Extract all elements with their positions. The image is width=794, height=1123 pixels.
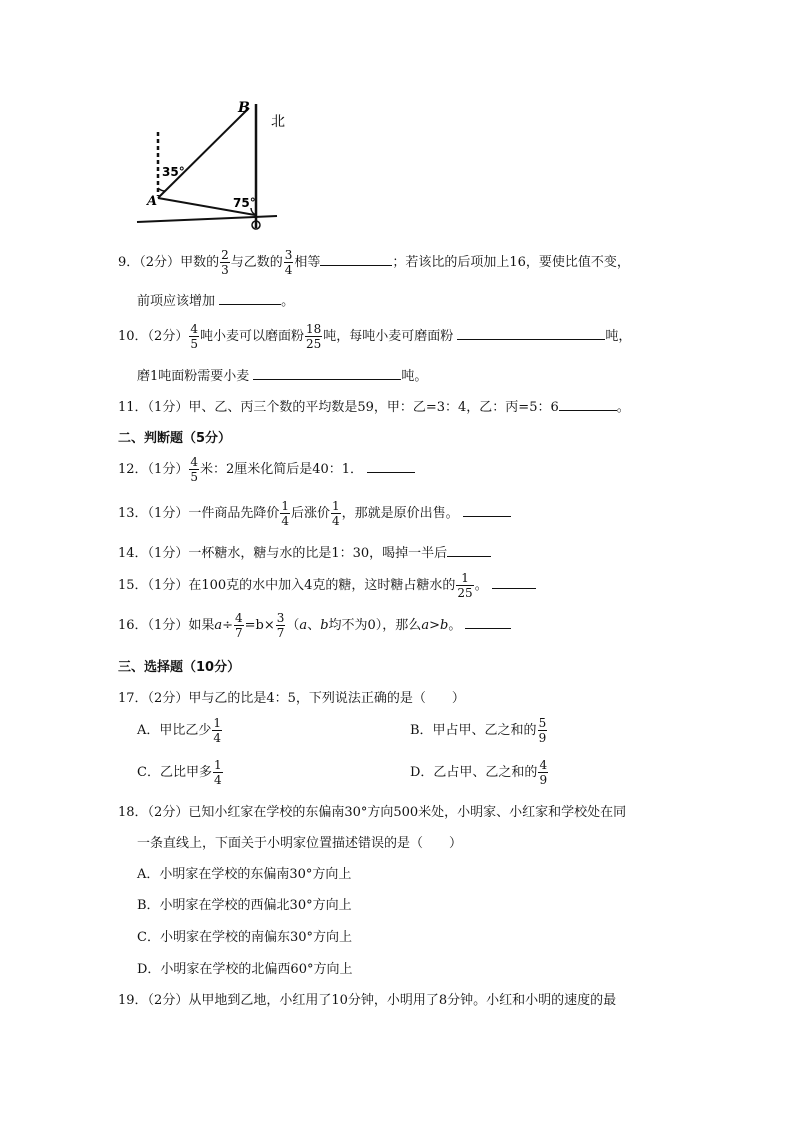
option-18-b[interactable]: B．小明家在学校的西偏北30°方向上 bbox=[137, 898, 352, 913]
question-9-line2: 前项应该增加 。 bbox=[137, 294, 295, 309]
fraction: $\frac{4}{5}$ bbox=[190, 322, 198, 351]
option-18-c[interactable]: C．小明家在学校的南偏东30°方向上 bbox=[137, 930, 352, 945]
label-north: 北 bbox=[271, 114, 285, 130]
angle-75: 75° bbox=[233, 196, 256, 210]
fraction: $\frac{2}{3}$ bbox=[221, 248, 229, 277]
answer-blank[interactable] bbox=[447, 555, 491, 557]
fraction: $\frac{5}{9}$ bbox=[538, 716, 547, 745]
question-14: 14．（1分）一杯糖水，糖与水的比是1：30，喝掉一半后 bbox=[118, 542, 491, 561]
question-16: 16．（1分）如果a÷ $\frac{4}{7}$ =b× $\frac{3}{7}$ （a、b均不为0），那么a>b。 bbox=[118, 611, 511, 640]
fraction: $\frac{1}{4}$ bbox=[281, 499, 289, 528]
fraction: $\frac{4}{7}$ bbox=[235, 611, 243, 640]
answer-blank[interactable] bbox=[463, 515, 511, 517]
answer-blank[interactable] bbox=[320, 264, 392, 266]
question-17: 17．（2分）甲与乙的比是4：5，下列说法正确的是（ ） bbox=[118, 691, 465, 706]
fraction: $\frac{4}{9}$ bbox=[539, 758, 548, 787]
answer-blank[interactable] bbox=[253, 378, 401, 380]
question-18: 18．（2分）已知小红家在学校的东偏南30°方向500米处，小明家、小红家和学校处在同 bbox=[118, 805, 627, 820]
question-9: 9．（2分）甲数的 $\frac{2}{3}$ 与乙数的 $\frac{3}{4}$ 相等 ；若该比的后项加上16，要使比值不变， bbox=[118, 248, 630, 277]
direction-figure bbox=[135, 98, 285, 238]
fraction: $\frac{1}{4}$ bbox=[332, 499, 340, 528]
section-choice-title: 三、选择题（10分） bbox=[118, 660, 241, 675]
label-b: B bbox=[238, 100, 250, 116]
section-judgement-title: 二、判断题（5分） bbox=[118, 431, 232, 446]
option-17-d[interactable]: D．乙占甲、乙之和的 $\frac{4}{9}$ bbox=[410, 758, 548, 787]
question-15: 15．（1分）在100克的水中加入4克的糖，这时糖占糖水的 $\frac{1}{25}$ 。 bbox=[118, 571, 536, 600]
fraction: $\frac{4}{5}$ bbox=[190, 455, 198, 484]
question-13: 13．（1分）一件商品先降价 $\frac{1}{4}$ 后涨价 $\frac{1}{4}$ ，那就是原价出售。 bbox=[118, 499, 511, 528]
question-10: 10．（2分） $\frac{4}{5}$ 吨小麦可以磨面粉 $\frac{18}{25}$ 吨，每吨小麦可磨面粉 吨， bbox=[118, 322, 632, 351]
answer-blank[interactable] bbox=[465, 627, 511, 629]
label-a: A bbox=[147, 194, 158, 209]
option-17-b[interactable]: B．甲占甲、乙之和的 $\frac{5}{9}$ bbox=[410, 716, 547, 745]
question-19: 19．（2分）从甲地到乙地，小红用了10分钟，小明用了8分钟。小红和小明的速度的最 bbox=[118, 993, 617, 1008]
question-18-line2: 一条直线上，下面关于小明家位置描述错误的是（ ） bbox=[137, 836, 463, 851]
fraction: $\frac{18}{25}$ bbox=[305, 322, 322, 351]
fraction: $\frac{1}{4}$ bbox=[213, 758, 222, 787]
angle-35: 35° bbox=[162, 165, 185, 179]
question-12: 12．（1分） $\frac{4}{5}$ 米：2厘米化简后是40：1． bbox=[118, 455, 415, 484]
answer-blank[interactable] bbox=[219, 303, 281, 305]
fraction: $\frac{1}{4}$ bbox=[213, 716, 222, 745]
fraction: $\frac{1}{25}$ bbox=[457, 571, 473, 600]
question-11: 11．（1分）甲、乙、丙三个数的平均数是59，甲：乙=3：4，乙：丙=5：6 。 bbox=[118, 400, 630, 415]
fraction: $\frac{3}{4}$ bbox=[284, 248, 293, 277]
answer-blank[interactable] bbox=[492, 587, 536, 589]
option-17-c[interactable]: C．乙比甲多 $\frac{1}{4}$ bbox=[137, 758, 222, 787]
answer-blank[interactable] bbox=[367, 471, 415, 473]
option-17-a[interactable]: A．甲比乙少 $\frac{1}{4}$ bbox=[137, 716, 222, 745]
fraction: $\frac{3}{7}$ bbox=[276, 611, 285, 640]
answer-blank[interactable] bbox=[559, 409, 617, 411]
option-18-a[interactable]: A．小明家在学校的东偏南30°方向上 bbox=[137, 867, 352, 882]
answer-blank[interactable] bbox=[457, 338, 605, 340]
option-18-d[interactable]: D．小明家在学校的北偏西60°方向上 bbox=[137, 962, 353, 977]
question-10-line2: 磨1吨面粉需要小麦 吨。 bbox=[137, 369, 428, 384]
